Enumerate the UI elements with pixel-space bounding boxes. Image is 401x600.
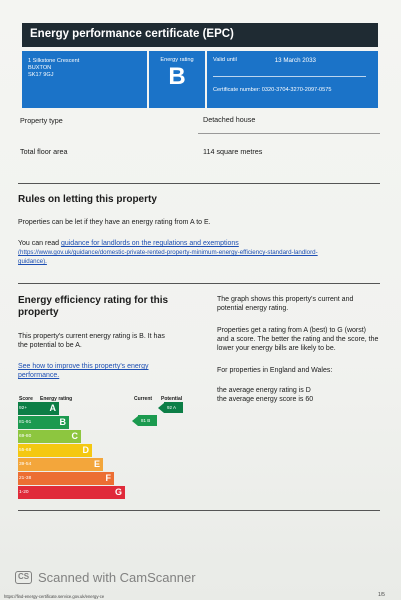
band-bar [37, 472, 114, 485]
address-line: 1 Silkstone Crescent [28, 58, 80, 64]
improve-link-line[interactable]: performance. [18, 372, 60, 379]
explanation-line: Properties get a rating from A (best) to G (worst) [217, 327, 366, 334]
explanation-line: The graph shows this property's current and [217, 296, 354, 303]
band-bar [37, 444, 92, 457]
explanation-line: lower your energy bills are likely to be. [217, 345, 336, 352]
camscanner-logo-icon: CS [15, 571, 32, 584]
camscanner-watermark [15, 570, 196, 585]
rules-text: Properties can be let if they have an energy rating from A to E. [18, 219, 211, 226]
score-header: Score [19, 396, 33, 402]
rating-explanation [217, 326, 392, 353]
address-block [22, 51, 147, 108]
watermark-text: Scanned with CamScanner [38, 570, 196, 585]
landlord-guidance-url[interactable]: (https://www.gov.uk/guidance/domestic-private-rented-property-minimum-energy-efficiency-standard-landlord- [18, 249, 318, 256]
energy-rating-scale [18, 396, 198, 504]
current-arrow-label: 81 B [138, 415, 157, 426]
band-letter: D [82, 445, 89, 455]
band-score: 1-20 [18, 486, 37, 499]
summary-band [22, 51, 378, 108]
average-rating: the average energy rating is D [217, 387, 311, 394]
efficiency-heading-line: property [18, 307, 59, 318]
band-letter: E [93, 459, 100, 469]
rating-band-f [18, 472, 114, 485]
divider [18, 283, 380, 284]
page-number: 1/5 [378, 592, 385, 598]
current-rating-text [18, 332, 165, 350]
rating-band-c [18, 430, 81, 443]
explanation-line: potential energy rating. [217, 305, 289, 312]
potential-header: Potential [161, 396, 183, 402]
rating-band-e [18, 458, 103, 471]
improve-link-line[interactable]: See how to improve this property's energy [18, 363, 149, 370]
efficiency-heading [18, 295, 168, 319]
divider [18, 510, 380, 511]
validity-block [207, 51, 378, 108]
region-note: For properties in England and Wales: [217, 367, 333, 374]
rules-guidance [18, 239, 380, 248]
band-letter: A [49, 403, 56, 413]
rules-heading: Rules on letting this property [18, 194, 157, 205]
landlord-guidance-link[interactable]: guidance for landlords on the regulations and exemptions [60, 240, 239, 247]
rules-guidance-text: You can read [18, 240, 61, 247]
valid-until-label: Valid until [213, 57, 237, 63]
energy-rating-letter: B [168, 63, 186, 90]
divider [198, 133, 380, 134]
valid-until-date: 13 March 2033 [274, 57, 316, 64]
band-letter: G [114, 487, 122, 497]
property-type-value: Detached house [203, 115, 256, 124]
graph-explanation [217, 295, 387, 313]
address-line: BUXTON [28, 65, 52, 71]
band-bar [37, 402, 59, 415]
band-bar [37, 486, 125, 499]
band-score: 55-68 [18, 444, 37, 457]
landlord-guidance-url[interactable]: guidance). [18, 258, 47, 265]
band-bar [37, 458, 103, 471]
energy-rating-box [149, 51, 205, 108]
rating-band-a [18, 402, 59, 415]
explanation-line: and a score. The better the rating and the score, the [217, 336, 379, 343]
current-rating-line: the potential to be A. [18, 342, 82, 349]
rating-band-g [18, 486, 125, 499]
band-letter: C [71, 431, 78, 441]
address-line: SK17 9GJ [28, 72, 54, 78]
potential-rating-arrow [158, 402, 183, 413]
rating-band-d [18, 444, 92, 457]
band-letter: B [59, 417, 66, 427]
band-score: 69-80 [18, 430, 37, 443]
certificate-number: Certificate number: 0320-3704-3270-2097-0575 [213, 87, 332, 93]
rating-band-b [18, 416, 69, 429]
divider [18, 183, 380, 184]
property-type-label: Property type [20, 116, 63, 125]
energy-rating-label: Energy rating [160, 57, 194, 63]
floor-area-value: 114 square metres [203, 147, 263, 156]
current-rating-arrow [132, 415, 157, 426]
divider [213, 76, 366, 77]
current-rating-line: This property's current energy rating is B. It has [18, 333, 165, 340]
band-letter: F [105, 473, 111, 483]
band-bar [37, 416, 69, 429]
band-bar [37, 430, 81, 443]
band-score: 39-54 [18, 458, 37, 471]
floor-area-label: Total floor area [20, 147, 68, 156]
band-score: 81-91 [18, 416, 37, 429]
current-header: Current [134, 396, 153, 402]
efficiency-heading-line: Energy efficiency rating for this [18, 295, 169, 306]
energy-rating-header: Energy rating [40, 396, 73, 402]
improve-performance-link[interactable] [18, 362, 149, 380]
band-score: 92+ [18, 402, 37, 415]
footer-url: https://find-energy-certificate.service.gov.uk/energy-ce [4, 594, 105, 599]
band-score: 21-38 [18, 472, 37, 485]
potential-arrow-label: 92 A [164, 402, 183, 413]
certificate-title: Energy performance certificate (EPC) [22, 23, 378, 47]
average-score: the average energy score is 60 [217, 396, 314, 403]
